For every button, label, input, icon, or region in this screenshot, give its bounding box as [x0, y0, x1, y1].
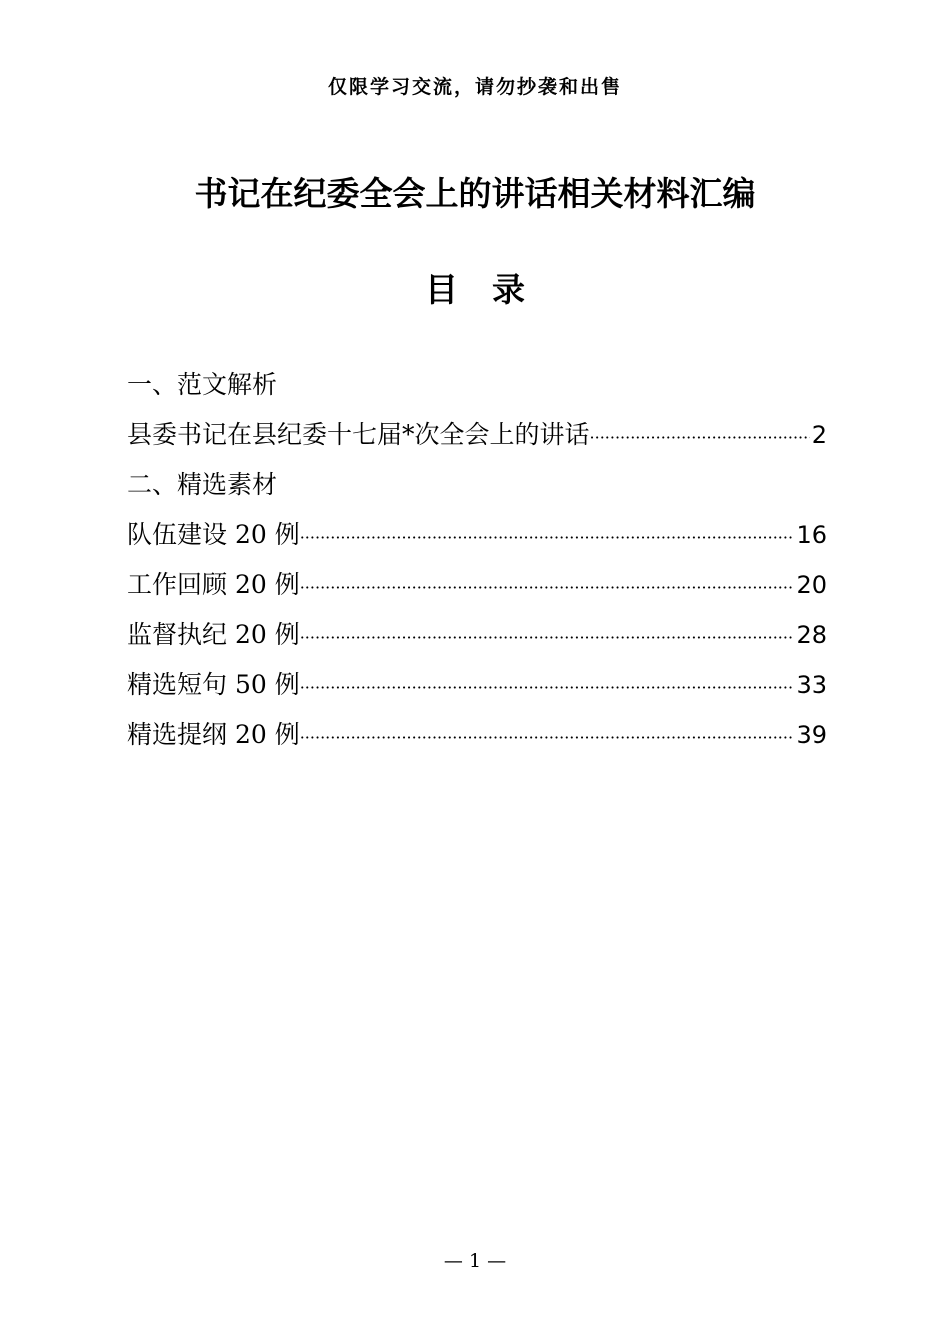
- toc-section-label: 一、范文解析: [127, 370, 278, 399]
- toc-entry-label: 监督执纪 20 例: [127, 620, 300, 649]
- toc-dot-leader: [300, 560, 795, 610]
- toc-entry-label: 精选短句 50 例: [127, 670, 300, 699]
- toc-entry[interactable]: [127, 610, 827, 660]
- toc-entry[interactable]: [127, 660, 827, 710]
- toc-entry-label: 队伍建设 20 例: [127, 520, 300, 549]
- toc-entry[interactable]: [127, 560, 827, 610]
- toc-dot-leader: [300, 510, 795, 560]
- toc-section-2: [127, 460, 827, 510]
- toc-section-label: 二、精选素材: [127, 470, 278, 499]
- table-of-contents: [127, 360, 827, 760]
- toc-dot-leader: [300, 610, 795, 660]
- toc-entry[interactable]: [127, 510, 827, 560]
- toc-heading: [0, 264, 950, 311]
- toc-entry-label: 工作回顾 20 例: [127, 570, 300, 599]
- toc-entry-page: 20: [796, 571, 827, 599]
- toc-entry-label: 精选提纲 20 例: [127, 720, 300, 749]
- toc-dot-leader: [590, 410, 810, 460]
- toc-entry-page: 39: [796, 721, 827, 749]
- toc-dot-leader: [300, 710, 795, 760]
- toc-entry-page: 33: [796, 671, 827, 699]
- document-title: 书记在纪委全会上的讲话相关材料汇编: [194, 174, 756, 213]
- toc-entry-label: 县委书记在县纪委十七届*次全会上的讲话: [127, 420, 590, 449]
- toc-entry[interactable]: [127, 410, 827, 460]
- toc-heading-char-2: 录: [492, 270, 525, 309]
- toc-heading-char-1: 目: [425, 270, 458, 309]
- toc-section-1: [127, 360, 827, 410]
- toc-entry-page: 28: [796, 621, 827, 649]
- toc-entry[interactable]: [127, 710, 827, 760]
- toc-dot-leader: [300, 660, 795, 710]
- toc-entry-page: 2: [811, 421, 827, 449]
- header-note: 仅限学习交流，请勿抄袭和出售: [327, 76, 622, 98]
- toc-entry-page: 16: [796, 521, 827, 549]
- footer-page-number: — 1 —: [443, 1250, 507, 1272]
